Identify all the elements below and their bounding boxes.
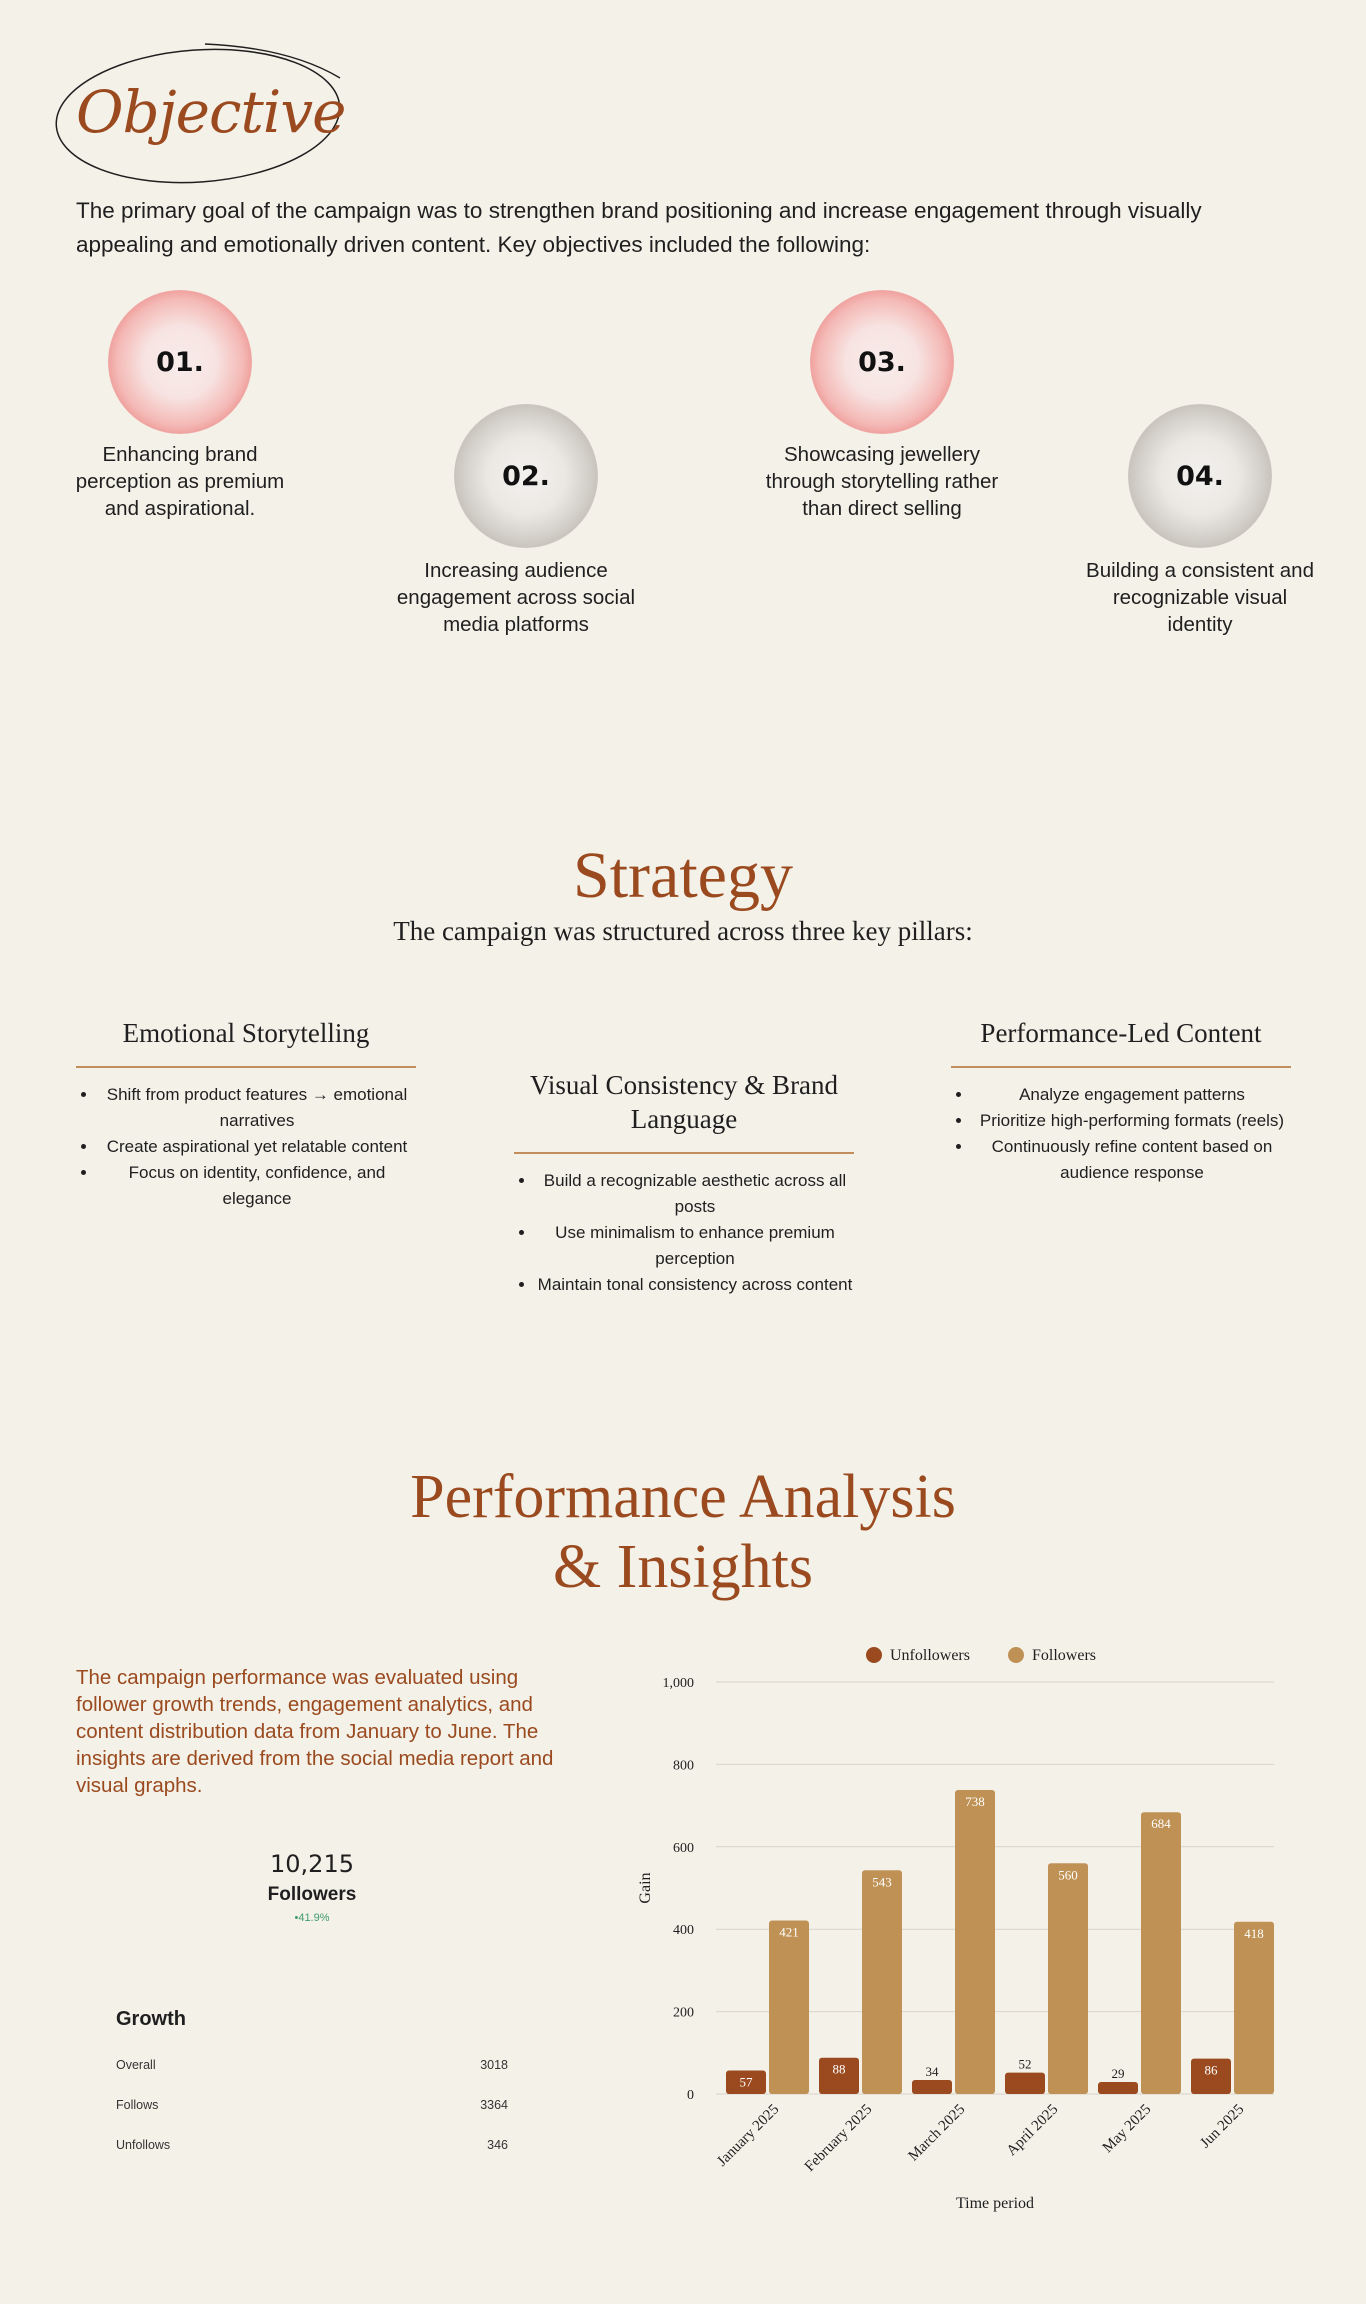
pillar-divider [951,1066,1291,1068]
pillar-performance-led [951,1016,1291,1186]
pillar-point: • Analyze engagement patterns [973,1082,1291,1108]
legend-label-unfollowers: Unfollowers [890,1647,970,1664]
growth-title: Growth [116,2008,186,2030]
strategy-title: Strategy [573,839,793,912]
y-axis-title: Gain [637,1872,654,1904]
growth-row-label: Overall [116,2058,156,2072]
pillar-point: • Maintain tonal consistency across content [536,1272,854,1298]
pillar-point: • Focus on identity, confidence, and elegance [98,1160,416,1212]
pillar-title: Performance-Led Content [980,1018,1262,1048]
data-label: 543 [872,1874,892,1890]
y-tick-label: 400 [673,1923,694,1939]
pillar-emotional-storytelling [76,1016,416,1212]
bar-followers [1048,1863,1088,2094]
bar-unfollowers [1098,2082,1138,2094]
pillar-point: • Shift from product features → emotional narratives [98,1082,416,1134]
objective-number-4: 04. [1128,404,1272,548]
x-axis-title: Time period [955,2195,1035,2212]
followers-label: Followers [267,1884,357,1905]
y-tick-label: 1,000 [662,1676,694,1691]
objective-text-2: Increasing audience engagement across social media platforms [396,559,636,636]
data-label: 52 [1018,2056,1032,2072]
pillar-title: Emotional Storytelling [122,1018,370,1048]
pillar-point: • Create aspirational yet relatable content [98,1134,416,1160]
bar-unfollowers [912,2080,952,2094]
followers-count: 10,215 [270,1850,354,1878]
pillar-point: • Continuously refine content based on audience response [973,1134,1291,1186]
legend-label-followers: Followers [1032,1647,1096,1664]
data-label: 88 [832,2061,846,2077]
data-label: 560 [1058,1867,1078,1883]
bar-followers [955,1790,995,2094]
objective-number-2: 02. [454,404,598,548]
pillar-points [514,1168,854,1298]
bar-followers [1234,1922,1274,2094]
follower-gain-bar-chart [620,1630,1280,2230]
data-label: 57 [739,2074,753,2090]
growth-row-label: Unfollows [116,2138,171,2152]
growth-row-follows [116,2098,508,2112]
bar-followers [769,1921,809,2094]
x-tick-label: February 2025 [801,2101,876,2175]
x-tick-label: Jun 2025 [1197,2101,1248,2152]
performance-intro: The campaign performance was evaluated using follower growth trends, engagement analytics, and content distribution data from January to June. The insights are derived from the social media report and visual graphs. [76,1666,554,1797]
x-tick-label: January 2025 [714,2101,783,2170]
data-label: 738 [965,1793,985,1809]
pillar-points [76,1082,416,1212]
data-label: 684 [1151,1816,1171,1832]
pillar-point: • Use minimalism to enhance premium perception [536,1220,854,1272]
objective-text-3: Showcasing jewellery through storytelling rather than direct selling [765,443,999,520]
pillar-divider [76,1066,416,1068]
strategy-subtitle: The campaign was structured across three key pillars: [393,916,973,946]
pillar-point: • Prioritize high-performing formats (reels) [973,1108,1291,1134]
objective-intro: The primary goal of the campaign was to strengthen brand positioning and increase engagement through visually appealing and emotionally driven content. Key objectives included the following: [76,198,1202,257]
pillar-points [951,1082,1291,1186]
objective-title: Objective [76,78,346,146]
y-tick-label: 200 [673,2005,694,2021]
pillar-divider [514,1152,854,1154]
bar-followers [862,1870,902,2094]
x-tick-label: March 2025 [905,2101,969,2165]
growth-row-value: 346 [487,2138,508,2152]
data-label: 34 [925,2063,939,2079]
legend-swatch-followers [1008,1647,1024,1663]
growth-row-overall [116,2058,508,2072]
growth-row-value: 3018 [480,2058,508,2072]
bar-unfollowers [1005,2073,1045,2094]
pillar-point: • Build a recognizable aesthetic across all posts [536,1168,854,1220]
objective-number-3: 03. [810,290,954,434]
pillar-visual-consistency [514,1068,854,1298]
x-tick-label: April 2025 [1003,2101,1062,2160]
performance-title: Performance Analysis & Insights [410,1463,956,1601]
growth-row-unfollows [116,2138,508,2152]
growth-row-value: 3364 [480,2098,508,2112]
y-tick-label: 800 [673,1758,694,1774]
data-label: 418 [1244,1925,1264,1941]
y-tick-label: 600 [673,1840,694,1856]
growth-row-label: Follows [116,2098,159,2112]
objective-text-1: Enhancing brand perception as premium and aspirational. [75,443,285,520]
bar-followers [1141,1812,1181,2094]
data-label: 86 [1204,2062,1218,2078]
followers-delta: •41.9% [294,1912,330,1924]
y-tick-label: 0 [687,2088,694,2103]
data-label: 29 [1111,2066,1125,2082]
data-label: 421 [779,1924,799,1940]
objective-text-4: Building a consistent and recognizable visual identity [1086,559,1314,636]
legend-swatch-unfollowers [866,1647,882,1663]
objective-number-1: 01. [108,290,252,434]
x-tick-label: May 2025 [1099,2101,1155,2157]
pillar-title: Visual Consistency & Brand Language [529,1070,839,1134]
